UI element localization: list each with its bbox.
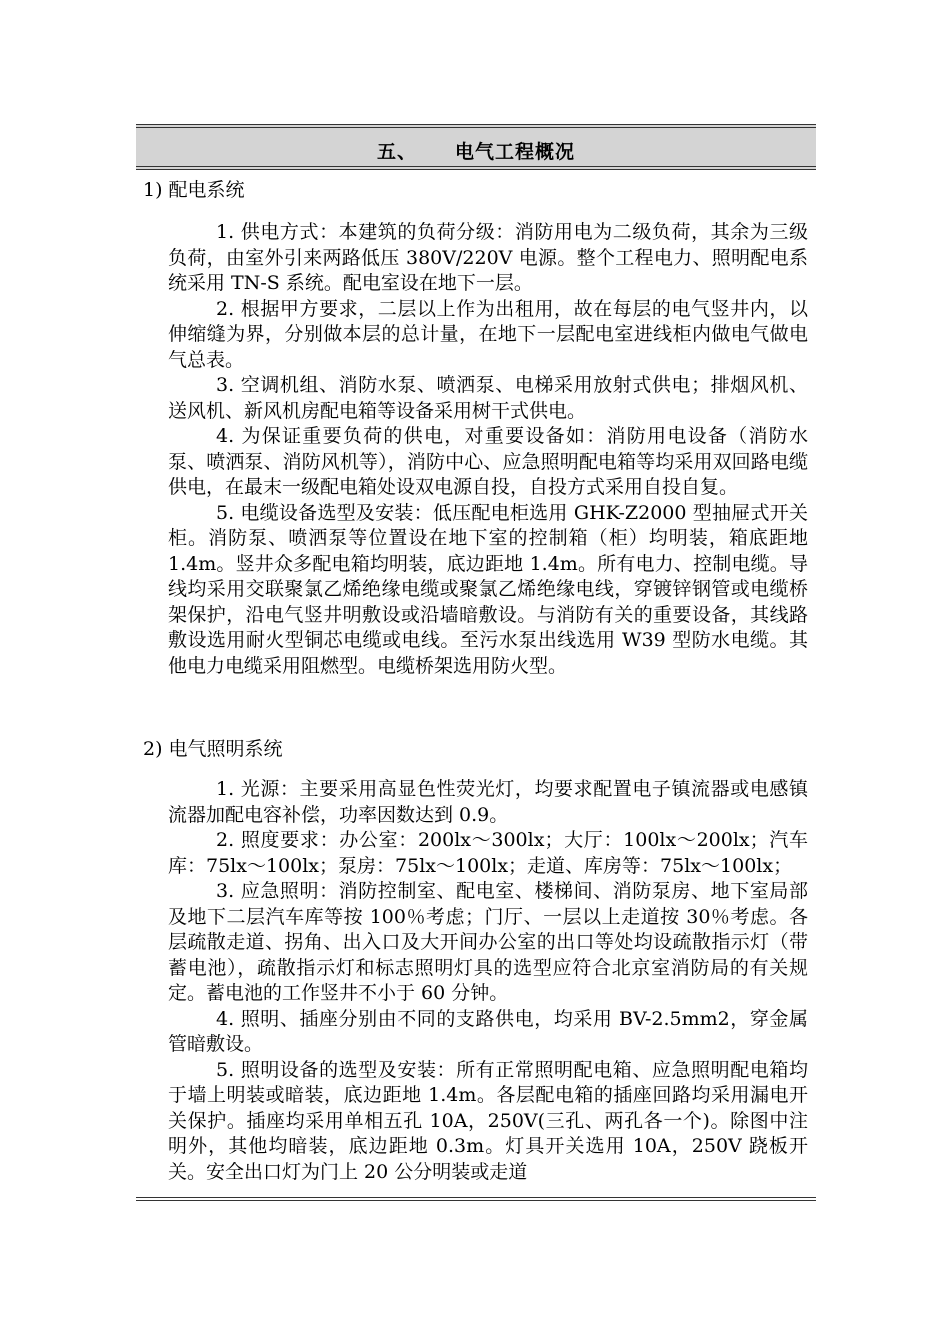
lighting-paragraphs	[168, 777, 808, 1185]
paragraph: 5. 照明设备的选型及安装：所有正常照明配电箱、应急照明配电箱均于墙上明装或暗装，底边距地 1.4m。各层配电箱的插座回路均采用漏电开关保护。插座均采用单相五孔 10A，250V(三孔、两孔各一个)。除图中注明外，其他均暗装，底边距地 0.3m。灯具开关选用 10A，250V 跷板开关。安全出口灯为门上 20 公分明装或走道	[168, 1058, 808, 1183]
bottom-rule	[136, 1200, 816, 1201]
paragraph: 3. 空调机组、消防水泵、喷洒泵、电梯采用放射式供电；排烟风机、送风机、新风机房配电箱等设备采用树干式供电。	[168, 374, 808, 422]
bottom-rule	[136, 1197, 816, 1198]
paragraph: 1. 光源：主要采用高显色性荧光灯，均要求配置电子镇流器或电感镇流器加配电容补偿，功率因数达到 0.9。	[168, 778, 808, 826]
paragraph: 3. 应急照明：消防控制室、配电室、楼梯间、消防泵房、地下室局部及地下二层汽车库等按 100％考虑；门厅、一层以上走道按 30％考虑。各层疏散走道、拐角、出入口及大开间办公室的出口等处均设疏散指示灯（带蓄电池），疏散指示灯和标志照明灯具的选型应符合北京室消防局的有关规定。蓄电池的工作竖井不小于 60 分钟。	[168, 880, 808, 1004]
paragraph: 2. 照度要求：办公室：200lx～300lx；大厅：100lx～200lx；汽车库：75lx～100lx；泵房：75lx～100lx；走道、库房等：75lx～100lx；	[168, 829, 808, 877]
paragraph: 4. 为保证重要负荷的供电，对重要设备如：消防用电设备（消防水泵、喷洒泵、消防风机等），消防中心、应急照明配电箱等均采用双回路电缆供电，在最末一级配电箱处设双电源自投，自投方式采用自投自复。	[168, 425, 808, 498]
subsection-heading-lighting: 2) 电气照明系统	[143, 738, 283, 760]
paragraph: 1. 供电方式：本建筑的负荷分级：消防用电为二级负荷，其余为三级负荷，由室外引来两路低压 380V/220V 电源。整个工程电力、照明配电系统采用 TN-S 系统。配电室设在地下一层。	[168, 221, 808, 294]
paragraph: 4. 照明、插座分别由不同的支路供电，均采用 BV-2.5mm2，穿金属管暗敷设。	[168, 1007, 808, 1055]
subsection-heading-power-distribution: 1) 配电系统	[143, 179, 245, 201]
paragraph: 5. 电缆设备选型及安装：低压配电柜选用 GHK-Z2000 型抽屉式开关柜。消防泵、喷洒泵等位置设在地下室的控制箱（柜）均明装，箱底距地 1.4m。竖井众多配电箱均明装，底边距地 1.4m。所有电力、控制电缆。导线均采用交联聚氯乙烯绝缘电缆或聚氯乙烯绝缘电线，穿镀锌钢管或电缆桥架保护，沿电气竖井明敷设或沿墙暗敷设。与消防有关的重要设备，其线路敷设选用耐火型铜芯电缆或电线。至污水泵出线选用 W39 型防水电缆。其他电力电缆采用阻燃型。电缆桥架选用防火型。	[168, 501, 808, 677]
section-number: 五、	[376, 141, 417, 163]
power-distribution-paragraphs	[168, 220, 808, 679]
paragraph: 2. 根据甲方要求，二层以上作为出租用，故在每层的电气竖井内，以伸缩缝为界，分别做本层的总计量，在地下一层配电室进线柜内做电气做电气总表。	[168, 297, 808, 371]
section-title-text: 电气工程概况	[455, 141, 576, 163]
